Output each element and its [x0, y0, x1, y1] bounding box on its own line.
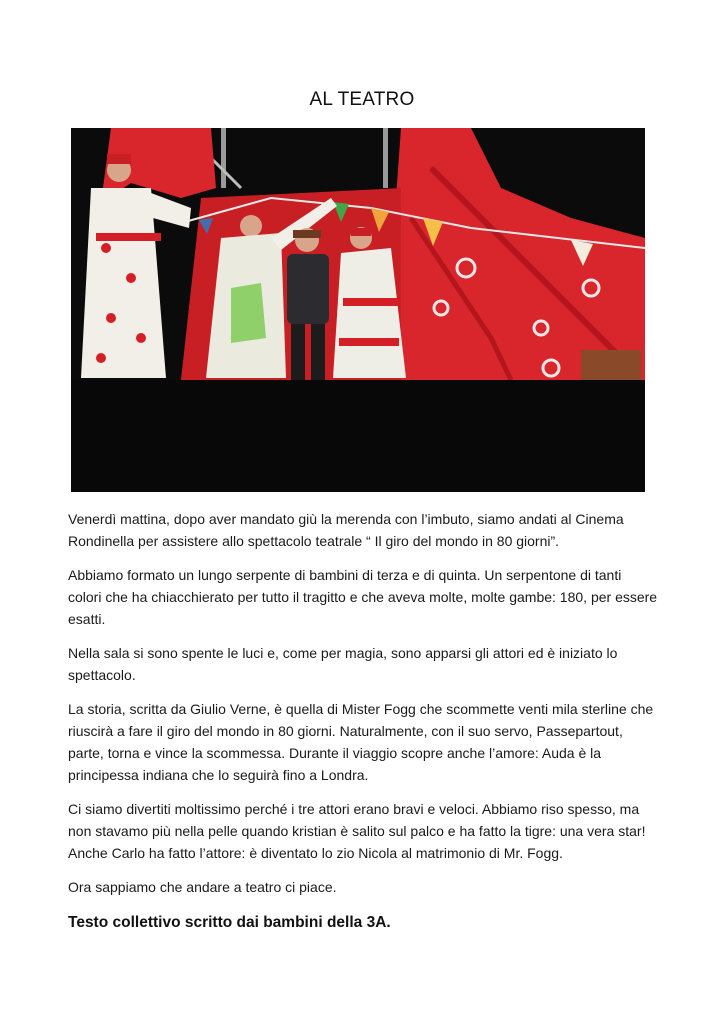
theater-photo	[71, 128, 645, 492]
rigging-pole-left	[221, 128, 226, 188]
paragraph: Ora sappiamo che andare a teatro ci piace.	[68, 879, 337, 895]
page-title: AL TEATRO	[309, 89, 415, 110]
paragraph: La storia, scritta da Giulio Verne, è quella di Mister Fogg che scommette venti mila sterline che riuscirà a fare il giro del mondo in 80 giorni. Naturalmente, con il suo servo, Passepartout, parte, torna e vince la scommessa. Durante il viaggio scopre anche l’amore: Auda è la principessa indiana che lo seguirà fino a Londra.	[68, 701, 654, 783]
theater-stage-illustration	[71, 128, 645, 492]
paragraph: Nella sala si sono spente le luci e, come per magia, sono apparsi gli attori ed è iniziato lo spettacolo.	[68, 645, 618, 683]
paragraph: Venerdì mattina, dopo aver mandato giù la merenda con l’imbuto, siamo andati al Cinema Rondinella per assistere allo spettacolo teatrale “ Il giro del mondo in 80 giorni”.	[68, 511, 624, 549]
signature: Testo collettivo scritto dai bambini della 3A.	[68, 914, 391, 931]
paragraph: Ci siamo divertiti moltissimo perché i tre attori erano bravi e veloci. Abbiamo riso spesso, ma non stavamo più nella pelle quando kristian è salito sul palco e ha fatto la tigre: una vera star! Anche Carlo ha fatto l’attore: è diventato lo zio Nicola al matrimonio di Mr. Fogg.	[68, 801, 646, 861]
stage-table	[581, 350, 641, 380]
stage-floor	[71, 380, 645, 492]
article-body	[68, 508, 658, 910]
paragraph: Abbiamo formato un lungo serpente di bambini di terza e di quinta. Un serpentone di tanti colori che ha chiacchierato per tutto il tragitto e che aveva molte, molte gambe: 180, per essere esatti.	[68, 567, 658, 627]
rigging-pole-right	[383, 128, 388, 188]
